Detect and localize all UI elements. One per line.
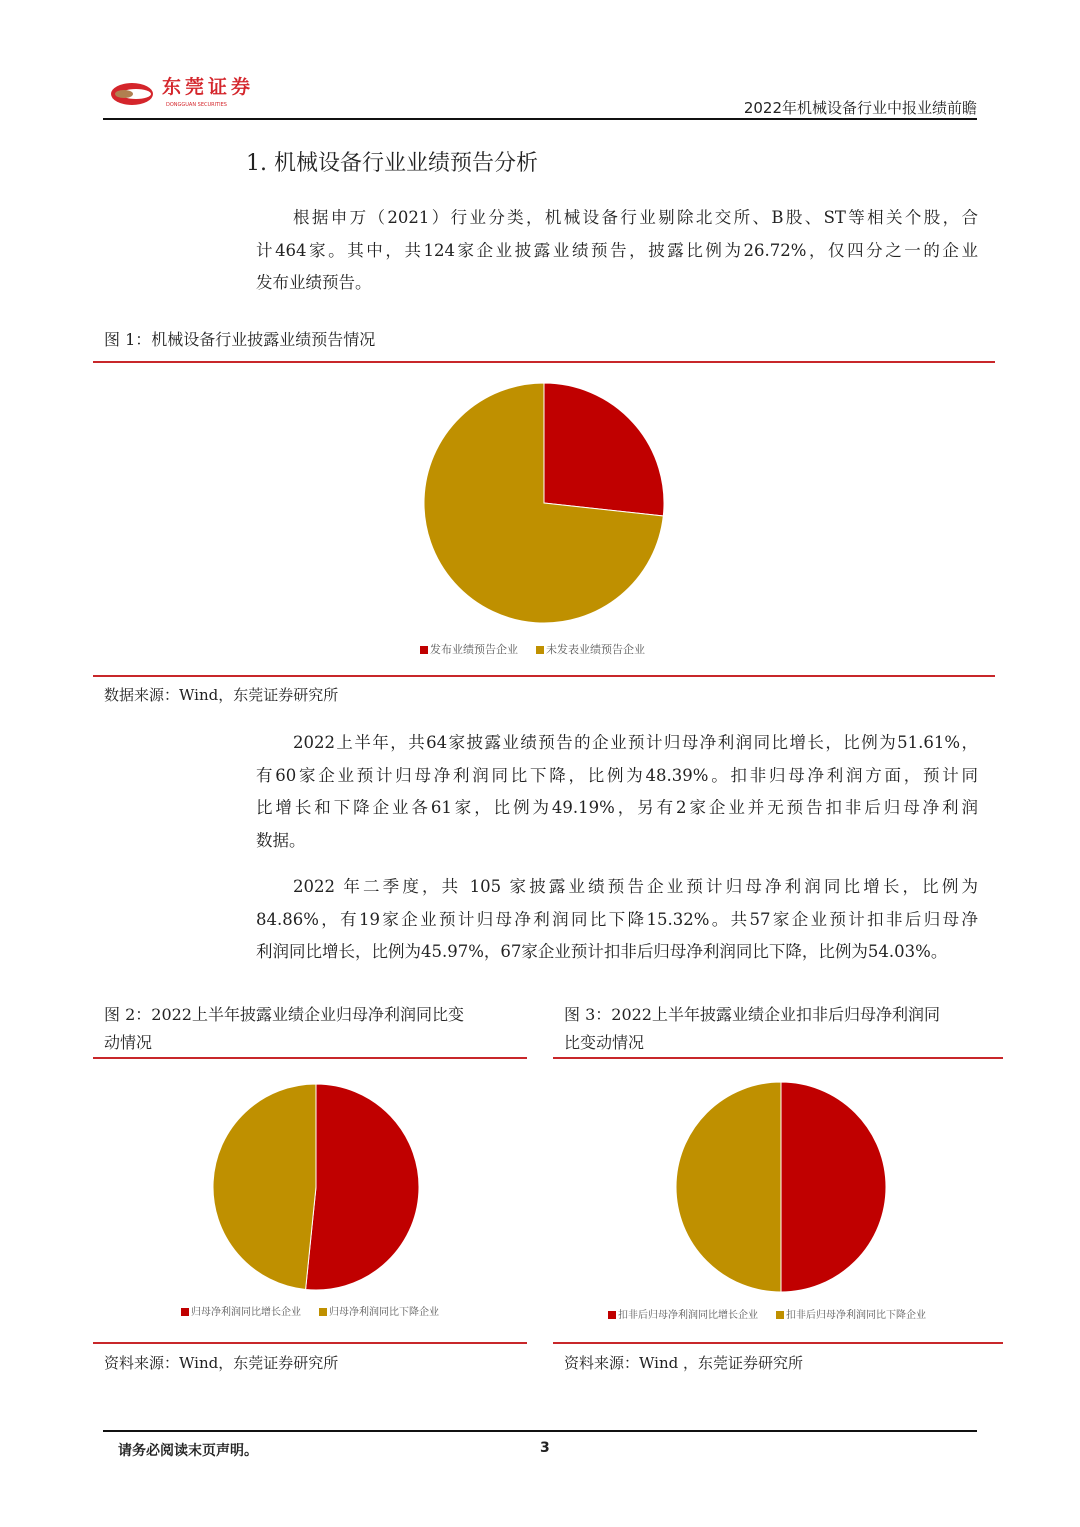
text-line: 计464家。其中，共124家企业披露业绩预告，披露比例为26.72%，仅四分之一的企业 bbox=[256, 240, 978, 260]
figure-2-top-rule bbox=[93, 1057, 527, 1059]
legend-swatch-red bbox=[181, 1308, 189, 1316]
footer-divider bbox=[103, 1430, 977, 1432]
caption-line: 图 3：2022上半年披露业绩企业扣非后归母净利润同 bbox=[564, 1005, 940, 1024]
figure-1-source: 数据来源：Wind，东莞证券研究所 bbox=[104, 686, 339, 704]
caption-line: 比变动情况 bbox=[564, 1033, 645, 1052]
paragraph-3 bbox=[256, 871, 978, 969]
chart-2-legend bbox=[181, 1303, 439, 1318]
text-line: 比增长和下降企业各61家，比例为49.19%，另有2家企业并无预告扣非后归母净利润 bbox=[256, 798, 978, 817]
pie-slice-red bbox=[544, 383, 664, 516]
legend-swatch-red bbox=[420, 646, 428, 654]
text-line: 有60家企业预计归母净利润同比下降，比例为48.39%。扣非归母净利润方面，预计同 bbox=[256, 765, 978, 785]
chart-3-legend bbox=[608, 1306, 926, 1321]
legend-item bbox=[420, 641, 518, 657]
section-title: 1. 机械设备行业业绩预告分析 bbox=[246, 151, 538, 176]
text-line: 利润同比增长，比例为45.97%，67家企业预计扣非后归母净利润同比下降，比例为54.03%。 bbox=[256, 942, 948, 961]
legend-label: 归母净利润同比增长企业 bbox=[191, 1307, 301, 1318]
disclaimer-notice: 请务必阅读末页声明。 bbox=[118, 1443, 258, 1459]
figure-3-bottom-rule bbox=[553, 1342, 1003, 1344]
figure-1-bottom-rule bbox=[93, 675, 995, 677]
figure-3-top-rule bbox=[553, 1057, 1003, 1059]
legend-swatch-red bbox=[608, 1311, 616, 1319]
report-title: 2022年机械设备行业中报业绩前瞻 bbox=[743, 99, 977, 117]
pie-slice-red bbox=[781, 1082, 886, 1292]
text-line: 2022上半年，共64家披露业绩预告的企业预计归母净利润同比增长，比例为51.61%， bbox=[293, 733, 978, 752]
legend-label: 未发表业绩预告企业 bbox=[546, 643, 645, 656]
legend-label: 扣非后归母净利润同比下降企业 bbox=[786, 1310, 926, 1321]
pie-chart-3 bbox=[671, 1077, 891, 1297]
figure-3-caption bbox=[564, 1001, 1004, 1057]
text-line: 2022 年二季度，共 105 家披露业绩预告企业预计归母净利润同比增长，比例为 bbox=[293, 877, 978, 896]
paragraph-1 bbox=[256, 202, 978, 300]
page-number: 3 bbox=[540, 1440, 550, 1456]
caption-line: 图 2：2022上半年披露业绩企业归母净利润同比变 bbox=[104, 1005, 464, 1024]
pie-slice-gold bbox=[213, 1084, 316, 1289]
legend-label: 发布业绩预告企业 bbox=[430, 643, 518, 656]
figure-1-top-rule bbox=[93, 361, 995, 363]
figure-2-caption bbox=[104, 1001, 534, 1057]
figure-2-source: 资料来源：Wind，东莞证券研究所 bbox=[104, 1354, 339, 1372]
legend-item bbox=[319, 1303, 439, 1318]
text-line: 84.86%，有19家企业预计归母净利润同比下降15.32%。共57家企业预计扣非后归母净 bbox=[256, 909, 978, 929]
pie-chart-2 bbox=[206, 1077, 426, 1297]
legend-swatch-gold bbox=[319, 1308, 327, 1316]
logo-mark-icon bbox=[110, 82, 154, 106]
legend-item bbox=[776, 1306, 926, 1321]
legend-label: 扣非后归母净利润同比增长企业 bbox=[618, 1310, 758, 1321]
pie-slice-gold bbox=[676, 1082, 781, 1292]
figure-2-bottom-rule bbox=[93, 1342, 527, 1344]
legend-item bbox=[536, 641, 645, 657]
pie-slice-red bbox=[306, 1084, 419, 1290]
company-logo bbox=[110, 76, 255, 110]
legend-swatch-gold bbox=[536, 646, 544, 654]
text-line: 根据申万（2021）行业分类，机械设备行业剔除北交所、B股、ST等相关个股，合 bbox=[293, 208, 978, 227]
legend-swatch-gold bbox=[776, 1311, 784, 1319]
text-line: 发布业绩预告。 bbox=[256, 273, 372, 292]
legend-label: 归母净利润同比下降企业 bbox=[329, 1307, 439, 1318]
figure-1-caption: 图 1：机械设备行业披露业绩预告情况 bbox=[104, 330, 376, 349]
chart-1-legend bbox=[420, 641, 645, 657]
text-line: 数据。 bbox=[256, 830, 306, 850]
logo-subtext: DONGGUAN SECURITIES bbox=[166, 102, 227, 108]
pie-chart-1 bbox=[420, 380, 670, 630]
caption-line: 动情况 bbox=[104, 1033, 153, 1052]
header-divider bbox=[103, 118, 977, 120]
legend-item bbox=[181, 1303, 301, 1318]
paragraph-2 bbox=[256, 727, 978, 857]
figure-3-source: 资料来源：Wind ，东莞证券研究所 bbox=[564, 1354, 803, 1372]
legend-item bbox=[608, 1306, 758, 1321]
logo-text: 东莞证券 bbox=[162, 76, 255, 98]
